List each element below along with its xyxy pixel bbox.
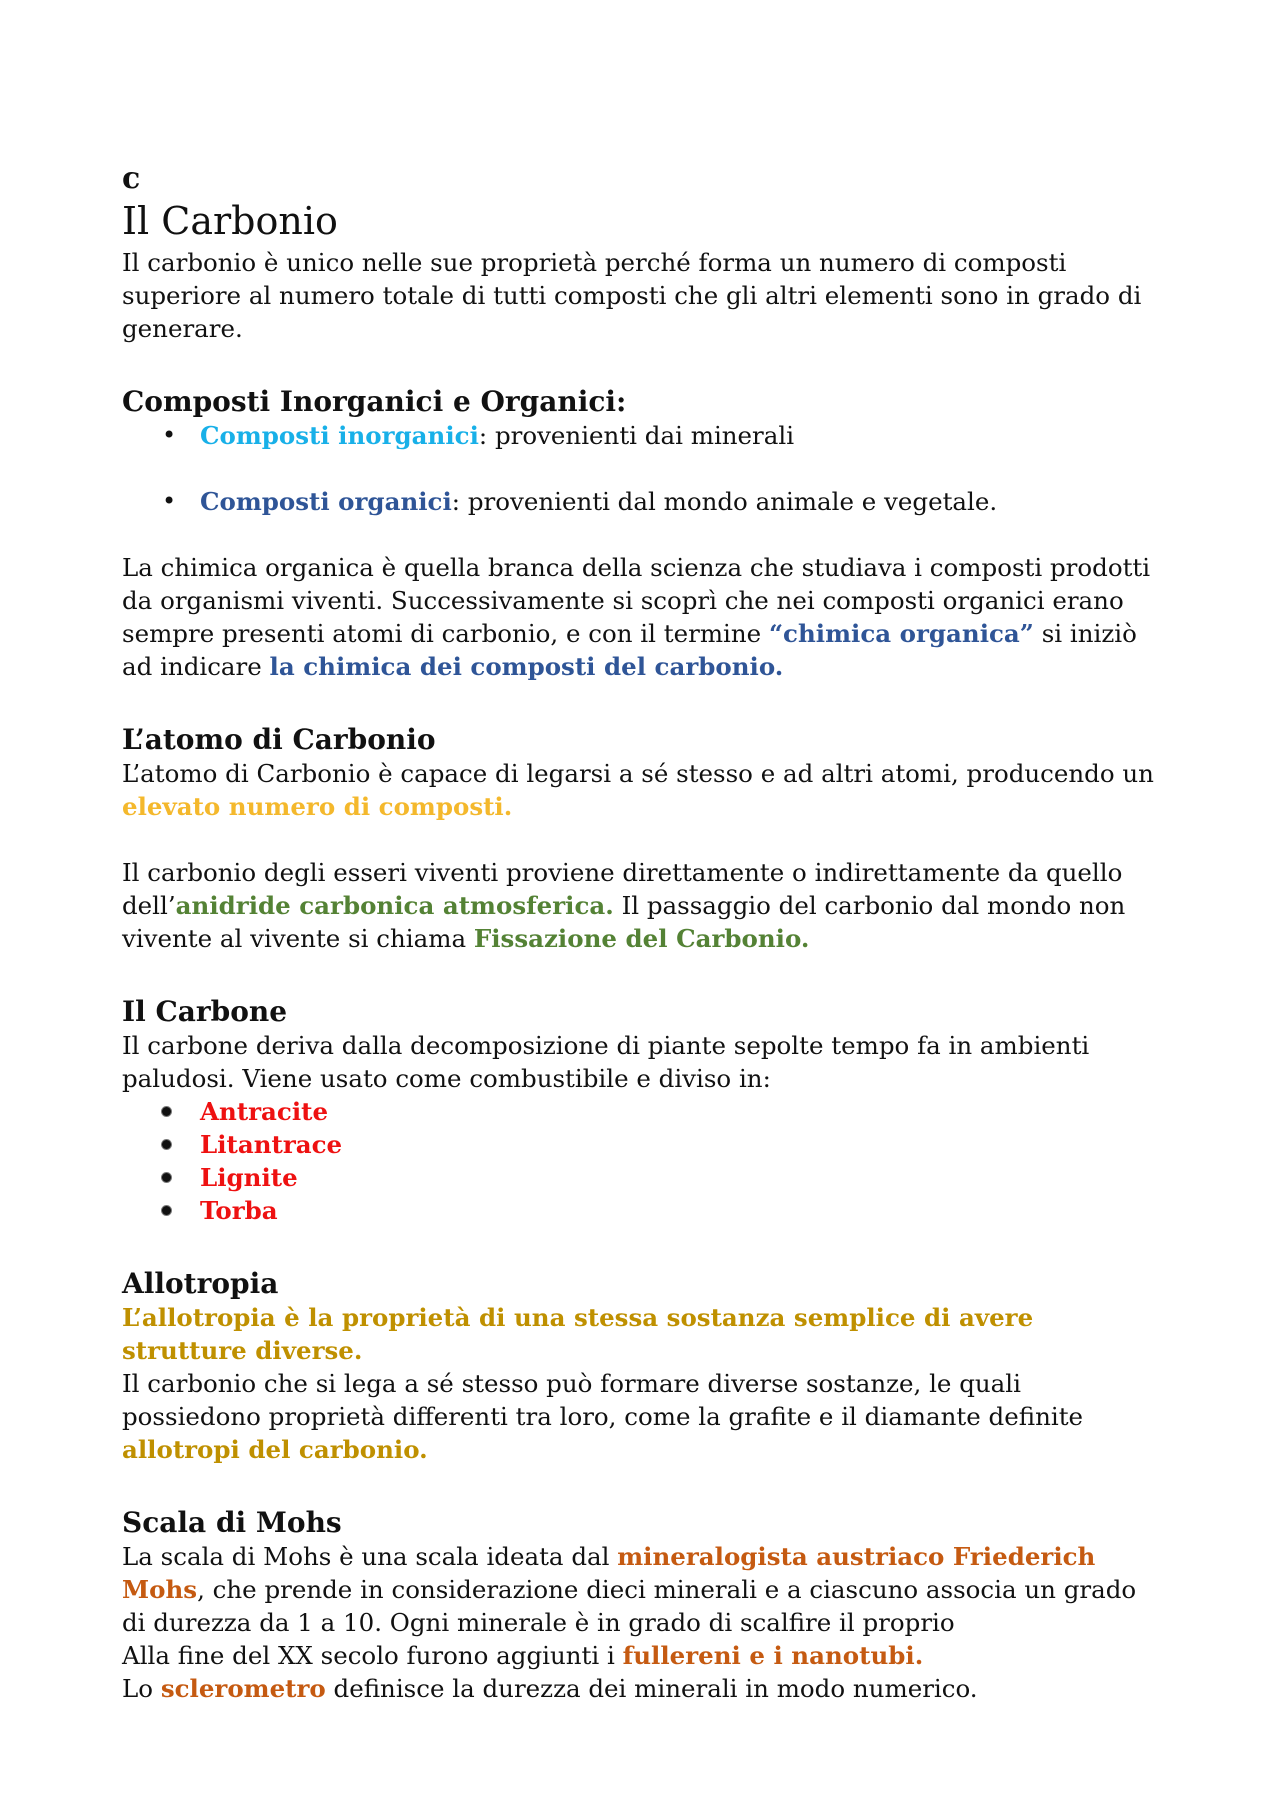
carbone-type: Litantrace <box>200 1130 343 1159</box>
intro-paragraph: Il carbonio è unico nelle sue proprietà perché forma un numero di composti superiore al numero totale di tutti composti che gli altri elementi sono in grado di generare. <box>122 248 1142 343</box>
paragraph-text: definisce la durezza dei minerali in modo numerico. <box>325 1674 978 1703</box>
section-carbone <box>122 995 1162 1227</box>
paragraph-text: La chimica organica è quella branca della scienza che studiava i composti prodotti da organismi viventi. Successivamente si scoprì che nei composti organici erano sempre presenti atomi di carbonio, e con il termine <box>122 553 1151 648</box>
list-item <box>122 485 1162 518</box>
list-item <box>122 1128 1162 1161</box>
bullet-icon <box>161 1139 172 1150</box>
paragraph-text: si iniziò ad indicare <box>122 619 1137 681</box>
mohs-paragraph-3 <box>122 1672 1162 1705</box>
chapter-letter: c <box>122 161 141 196</box>
highlight-sclerometro: sclerometro <box>160 1674 326 1703</box>
carbone-type: Antracite <box>200 1097 329 1126</box>
term-organici: Composti organici <box>200 487 452 516</box>
paragraph-text: Alla fine del XX secolo furono aggiunti i <box>122 1641 623 1670</box>
page-title: Il Carbonio <box>122 199 338 243</box>
term-description: : provenienti dal mondo animale e vegetale. <box>451 487 998 516</box>
section-heading-mohs: Scala di Mohs <box>122 1506 342 1539</box>
paragraph-text: Il passaggio del carbonio dal mondo non vivente al vivente si chiama <box>122 891 1126 953</box>
atomo-paragraph-1 <box>122 757 1162 823</box>
mohs-paragraph-1 <box>122 1540 1162 1639</box>
highlight-fullereni: fullereni e i nanotubi. <box>622 1641 924 1670</box>
section-mohs <box>122 1506 1162 1705</box>
bullet-icon: • <box>162 487 177 515</box>
highlight-chimica-composti: la chimica dei composti del carbonio. <box>269 652 784 681</box>
section-atomo <box>122 723 1162 955</box>
paragraph-text: , che prende in considerazione dieci minerali e a ciascuno associa un grado di durezza da 1 a 10. Ogni minerale è in grado di scalfire il proprio <box>122 1575 1137 1637</box>
composti-list <box>122 419 1162 518</box>
atomo-paragraph-2 <box>122 856 1162 955</box>
allotropia-definition: L’allotropia è la proprietà di una stessa sostanza semplice di avere strutture diverse. <box>122 1303 1034 1365</box>
highlight-allotropi: allotropi del carbonio. <box>122 1435 428 1464</box>
highlight-fissazione: Fissazione del Carbonio. <box>473 924 810 953</box>
bullet-icon <box>161 1172 172 1183</box>
carbone-types-list <box>122 1095 1162 1227</box>
section-composti <box>122 385 1162 683</box>
bullet-icon <box>161 1205 172 1216</box>
list-item <box>122 1095 1162 1128</box>
section-allotropia <box>122 1267 1162 1466</box>
chimica-organica-paragraph <box>122 551 1162 683</box>
highlight-mineralogista: mineralogista austriaco Friederich Mohs <box>122 1542 1096 1604</box>
list-item <box>122 1194 1162 1227</box>
list-item <box>122 1161 1162 1194</box>
document-content <box>122 160 1162 1705</box>
paragraph-text: Il carbonio che si lega a sé stesso può formare diverse sostanze, le quali possiedono proprietà differenti tra loro, come la grafite e il diamante definite <box>122 1369 1084 1431</box>
highlight-elevato-numero: elevato numero di composti. <box>122 792 513 821</box>
bullet-icon <box>161 1106 172 1117</box>
section-heading-carbone: Il Carbone <box>122 995 288 1028</box>
allotropia-paragraph <box>122 1367 1162 1466</box>
carbone-type: Torba <box>200 1196 278 1225</box>
term-inorganici: Composti inorganici <box>200 421 479 450</box>
paragraph-text: L’atomo di Carbonio è capace di legarsi a sé stesso e ad altri atomi, producendo un <box>122 759 1154 788</box>
mohs-paragraph-2 <box>122 1639 1162 1672</box>
term-description: : provenienti dai minerali <box>478 421 795 450</box>
paragraph-text: La scala di Mohs è una scala ideata dal <box>122 1542 618 1571</box>
section-heading-composti: Composti Inorganici e Organici: <box>122 385 627 418</box>
highlight-anidride: anidride carbonica atmosferica. <box>175 891 614 920</box>
list-item <box>122 419 1162 452</box>
carbone-paragraph: Il carbone deriva dalla decomposizione di piante sepolte tempo fa in ambienti paludosi. Viene usato come combustibile e diviso in: <box>122 1031 1090 1093</box>
carbone-type: Lignite <box>200 1163 298 1192</box>
paragraph-text: Il carbonio degli esseri viventi proviene direttamente o indirettamente da quello dell’ <box>122 858 1123 920</box>
bullet-icon: • <box>162 421 177 449</box>
section-heading-atomo: L’atomo di Carbonio <box>122 723 436 756</box>
highlight-chimica-organica: “chimica organica” <box>768 619 1034 648</box>
paragraph-text: Lo <box>122 1674 161 1703</box>
section-heading-allotropia: Allotropia <box>122 1267 279 1300</box>
